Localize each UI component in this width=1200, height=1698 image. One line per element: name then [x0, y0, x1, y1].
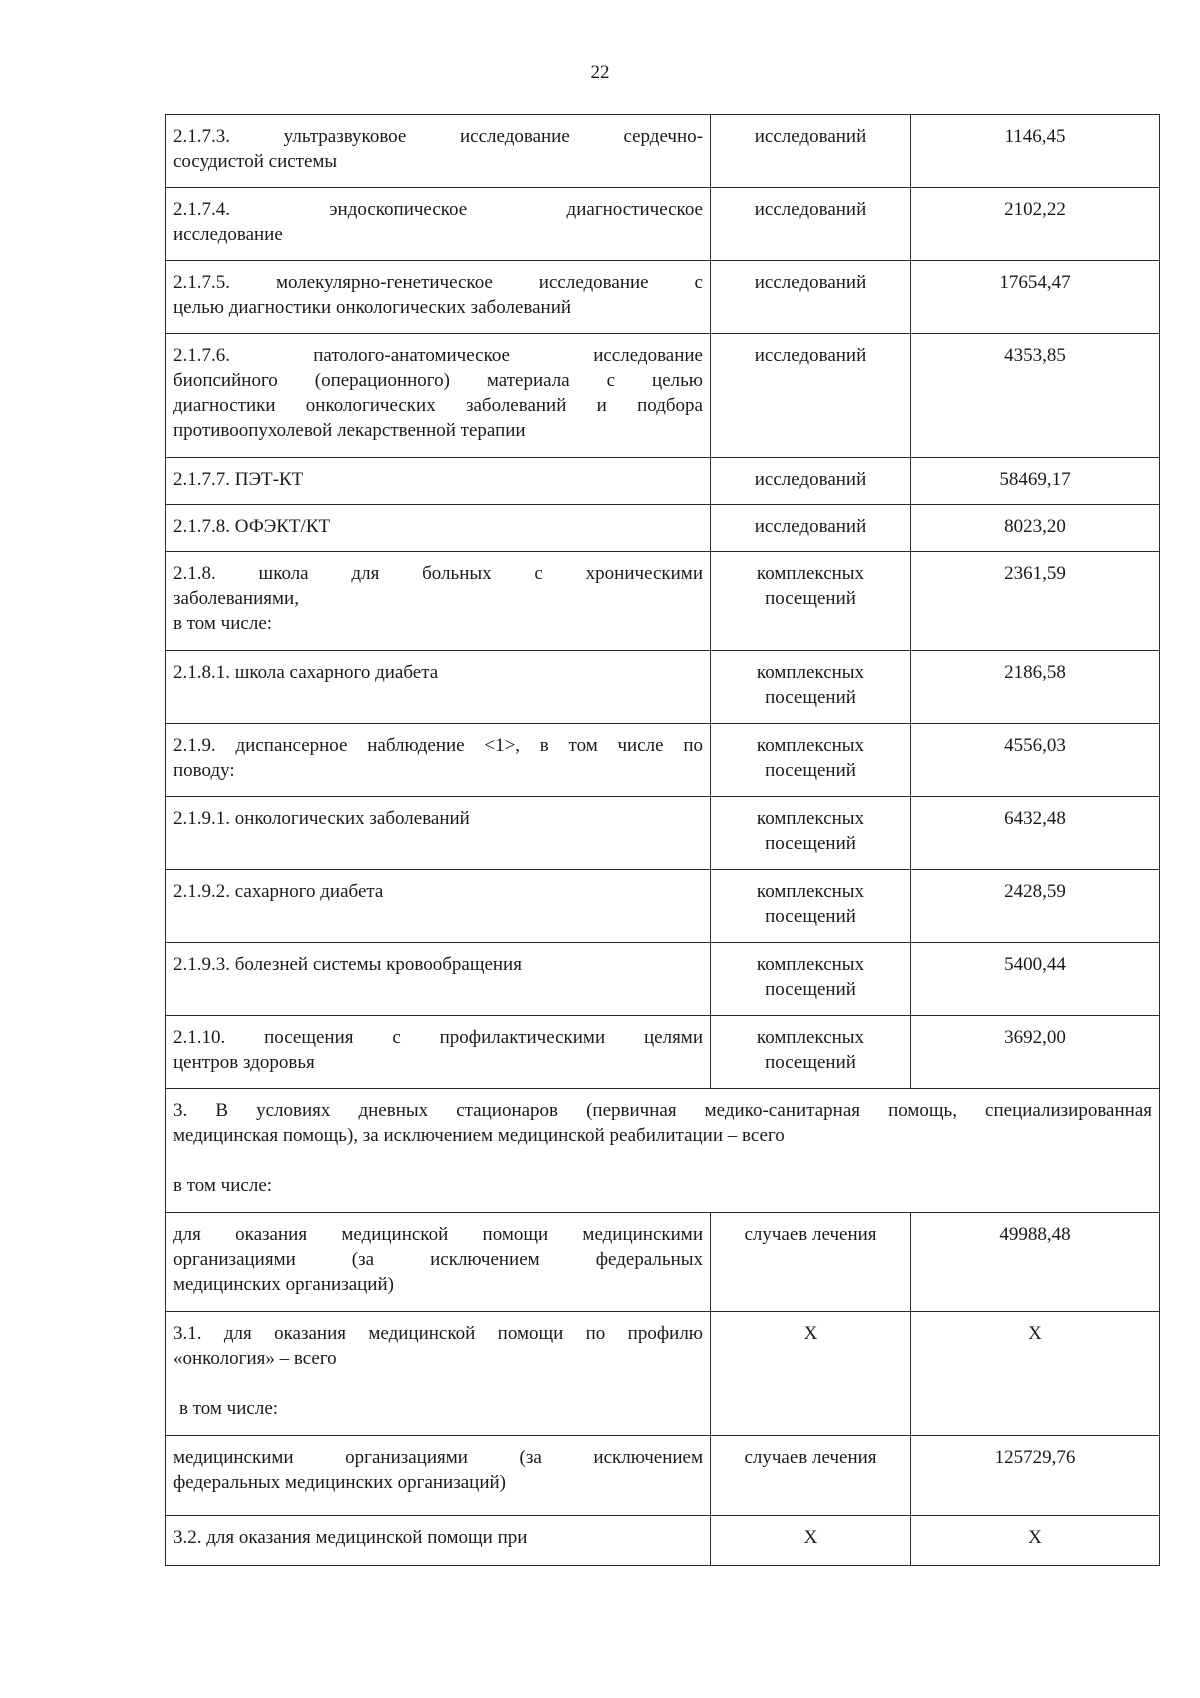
value-cell: 2361,59 [911, 552, 1160, 651]
spacer [173, 1148, 1152, 1173]
value-cell: 3692,00 [911, 1016, 1160, 1089]
value-cell: 58469,17 [911, 458, 1160, 505]
label-line: 2.1.8.1. школа сахарного диабета [173, 662, 439, 683]
label-cell [166, 1312, 711, 1436]
unit-cell: X [711, 1312, 911, 1436]
label-line: организациями (за исключением федеральных [173, 1249, 703, 1270]
tariff-table [165, 114, 1160, 1566]
value-cell: 17654,47 [911, 261, 1160, 334]
unit-cell: X [711, 1516, 911, 1566]
label-line: поводу: [173, 760, 235, 781]
label-line: «онкология» – всего [173, 1348, 337, 1369]
spacer [173, 1371, 703, 1396]
unit-cell: исследований [711, 458, 911, 505]
unit-cell: комплексных посещений [711, 724, 911, 797]
label-line: 2.1.7.6. патолого-анатомическое исследование [173, 345, 703, 366]
label-line: 2.1.10. посещения с профилактическими целями [173, 1027, 703, 1048]
label-cell [166, 651, 711, 724]
table-row [166, 651, 1160, 724]
label-cell [166, 505, 711, 552]
label-cell [166, 797, 711, 870]
label-cell [166, 1213, 711, 1312]
label-line: 2.1.7.8. ОФЭКТ/КТ [173, 516, 331, 537]
table-row [166, 943, 1160, 1016]
table-row [166, 724, 1160, 797]
unit-cell: комплексных посещений [711, 552, 911, 651]
value-cell: 2102,22 [911, 188, 1160, 261]
label-line: биопсийного (операционного) материала с целью [173, 370, 703, 391]
table-row [166, 458, 1160, 505]
label-line: центров здоровья [173, 1052, 315, 1073]
label-line: для оказания медицинской помощи медицинскими [173, 1224, 703, 1245]
label-cell [166, 458, 711, 505]
label-line: 2.1.9. диспансерное наблюдение <1>, в том числе по [173, 735, 703, 756]
label-line: федеральных медицинских организаций) [173, 1472, 506, 1493]
value-cell: 4353,85 [911, 334, 1160, 458]
value-cell: 1146,45 [911, 115, 1160, 188]
value-cell: X [911, 1516, 1160, 1566]
table-row [166, 1016, 1160, 1089]
label-cell [166, 334, 711, 458]
section-heading-cell [166, 1089, 1160, 1213]
value-cell: 125729,76 [911, 1436, 1160, 1516]
unit-cell: исследований [711, 261, 911, 334]
value-cell: 5400,44 [911, 943, 1160, 1016]
label-line: 2.1.9.3. болезней системы кровообращения [173, 954, 522, 975]
label-line: 2.1.9.1. онкологических заболеваний [173, 808, 470, 829]
value-cell: 49988,48 [911, 1213, 1160, 1312]
label-cell [166, 261, 711, 334]
value-cell: 4556,03 [911, 724, 1160, 797]
label-line: медицинских организаций) [173, 1274, 394, 1295]
label-cell [166, 1016, 711, 1089]
unit-cell: исследований [711, 334, 911, 458]
value-cell: 2186,58 [911, 651, 1160, 724]
table-row [166, 188, 1160, 261]
label-line: 3.2. для оказания медицинской помощи при [173, 1527, 528, 1548]
unit-cell: комплексных посещений [711, 943, 911, 1016]
label-line: целью диагностики онкологических заболеваний [173, 297, 572, 318]
label-line: диагностики онкологических заболеваний и подбора [173, 395, 703, 416]
table-row [166, 1213, 1160, 1312]
section-row [166, 1089, 1160, 1213]
unit-cell: случаев лечения [711, 1436, 911, 1516]
label-line: 3.1. для оказания медицинской помощи по профилю [173, 1323, 703, 1344]
label-line: 2.1.8. школа для больных с хроническими [173, 563, 703, 584]
value-cell: 6432,48 [911, 797, 1160, 870]
label-cell [166, 188, 711, 261]
label-cell [166, 1516, 711, 1566]
label-line: противоопухолевой лекарственной терапии [173, 420, 526, 441]
label-line: заболеваниями, [173, 588, 299, 609]
unit-cell: комплексных посещений [711, 651, 911, 724]
table-row [166, 552, 1160, 651]
label-line: сосудистой системы [173, 151, 338, 172]
label-cell [166, 1436, 711, 1516]
section-heading-line: медицинская помощь), за исключением медицинской реабилитации – всего [173, 1125, 785, 1146]
unit-cell: комплексных посещений [711, 870, 911, 943]
table-row [166, 1516, 1160, 1566]
table-row [166, 870, 1160, 943]
unit-cell: случаев лечения [711, 1213, 911, 1312]
label-line: 2.1.7.3. ультразвуковое исследование сердечно- [173, 126, 703, 147]
table-row [166, 1436, 1160, 1516]
unit-cell: исследований [711, 115, 911, 188]
value-cell: 8023,20 [911, 505, 1160, 552]
label-line: 2.1.9.2. сахарного диабета [173, 881, 384, 902]
value-cell: X [911, 1312, 1160, 1436]
section-sub-label: в том числе: [173, 1175, 273, 1196]
table-row [166, 261, 1160, 334]
label-line: в том числе: [173, 613, 273, 634]
unit-cell: комплексных посещений [711, 1016, 911, 1089]
label-line: исследование [173, 224, 283, 245]
sub-label: в том числе: [179, 1398, 279, 1419]
unit-cell: исследований [711, 188, 911, 261]
section-heading-line: 3. В условиях дневных стационаров (первичная медико-санитарная помощь, специализированная [173, 1100, 1152, 1121]
label-cell [166, 115, 711, 188]
unit-cell: исследований [711, 505, 911, 552]
table-row [166, 797, 1160, 870]
label-cell [166, 552, 711, 651]
table-row [166, 334, 1160, 458]
value-cell: 2428,59 [911, 870, 1160, 943]
label-cell [166, 870, 711, 943]
table-row [166, 505, 1160, 552]
table-row [166, 115, 1160, 188]
label-cell [166, 724, 711, 797]
label-line: 2.1.7.4. эндоскопическое диагностическое [173, 199, 703, 220]
label-cell [166, 943, 711, 1016]
table-row [166, 1312, 1160, 1436]
unit-cell: комплексных посещений [711, 797, 911, 870]
label-line: 2.1.7.5. молекулярно-генетическое исследование с [173, 272, 703, 293]
label-line: медицинскими организациями (за исключением [173, 1447, 703, 1468]
label-line: 2.1.7.7. ПЭТ-КТ [173, 469, 304, 490]
page-number: 22 [590, 62, 610, 83]
